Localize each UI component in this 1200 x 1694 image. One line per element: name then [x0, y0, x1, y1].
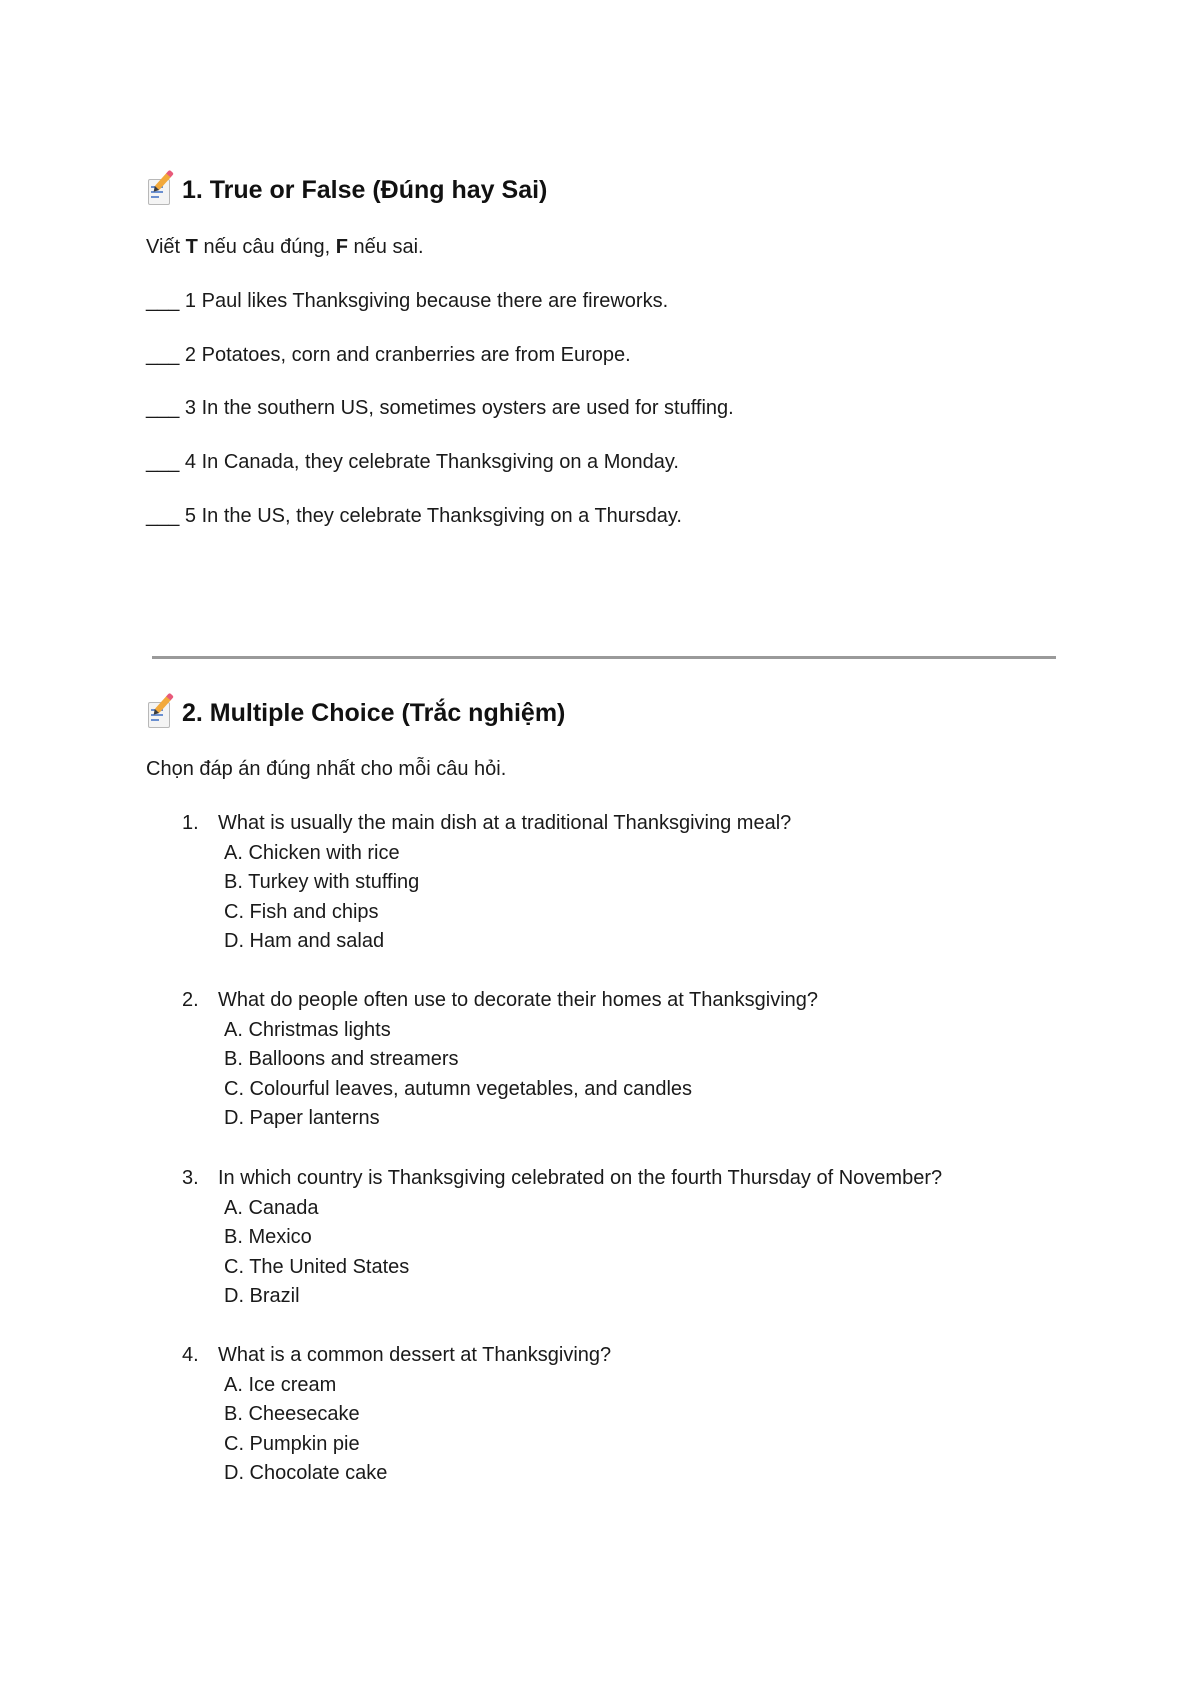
- option-b: B. Cheesecake: [224, 1403, 360, 1425]
- section-divider: [152, 656, 1056, 659]
- tf-item-4: ___ 4 In Canada, they celebrate Thanksgiving on a Monday.: [146, 451, 679, 473]
- question-number: 1.: [182, 812, 199, 834]
- tf-item-5: ___ 5 In the US, they celebrate Thanksgiving on a Thursday.: [146, 505, 682, 527]
- tf-item-3: ___ 3 In the southern US, sometimes oysters are used for stuffing.: [146, 397, 734, 419]
- mc-question-4: [182, 1341, 611, 1489]
- option-b: B. Balloons and streamers: [224, 1048, 459, 1070]
- question-text: What do people often use to decorate their homes at Thanksgiving?: [218, 989, 819, 1011]
- option-a: A. Chicken with rice: [224, 841, 400, 864]
- option-a: A. Canada: [224, 1196, 319, 1219]
- option-d: D. Ham and salad: [224, 930, 385, 952]
- memo-icon: [146, 699, 172, 727]
- option-b: B. Mexico: [224, 1226, 312, 1248]
- tf-item-2: ___ 2 Potatoes, corn and cranberries are from Europe.: [146, 344, 631, 366]
- option-d: D. Chocolate cake: [224, 1462, 388, 1484]
- true-marker: T: [185, 236, 198, 258]
- option-d: D. Paper lanterns: [224, 1107, 380, 1129]
- section2-title: 2. Multiple Choice (Trắc nghiệm): [182, 699, 566, 727]
- option-c: C. Pumpkin pie: [224, 1432, 360, 1455]
- option-d: D. Brazil: [224, 1285, 300, 1307]
- question-number: 4.: [182, 1344, 199, 1366]
- option-c: C. Fish and chips: [224, 900, 379, 923]
- memo-icon: [146, 176, 172, 204]
- question-text: What is a common dessert at Thanksgiving?: [218, 1344, 612, 1366]
- option-c: C. Colourful leaves, autumn vegetables, and candles: [224, 1077, 693, 1100]
- option-a: A. Christmas lights: [224, 1018, 391, 1041]
- section2-heading: [146, 698, 565, 728]
- question-text: In which country is Thanksgiving celebrated on the fourth Thursday of November?: [218, 1167, 943, 1189]
- mc-question-2: [182, 986, 818, 1134]
- question-number: 3.: [182, 1167, 199, 1189]
- section1-title: 1. True or False (Đúng hay Sai): [182, 176, 548, 204]
- mc-question-3: [182, 1164, 942, 1312]
- section1-heading: [146, 175, 547, 205]
- mc-question-1: [182, 809, 791, 957]
- tf-item-1: ___ 1 Paul likes Thanksgiving because there are fireworks.: [146, 290, 669, 312]
- question-text: What is usually the main dish at a traditional Thanksgiving meal?: [218, 812, 792, 834]
- question-number: 2.: [182, 989, 199, 1011]
- option-c: C. The United States: [224, 1255, 410, 1278]
- false-marker: F: [335, 236, 348, 258]
- section2-instruction: Chọn đáp án đúng nhất cho mỗi câu hỏi.: [146, 758, 507, 780]
- option-b: B. Turkey with stuffing: [224, 871, 420, 893]
- option-a: A. Ice cream: [224, 1373, 337, 1396]
- section1-instruction: Viết T nếu câu đúng, F nếu sai.: [146, 236, 424, 258]
